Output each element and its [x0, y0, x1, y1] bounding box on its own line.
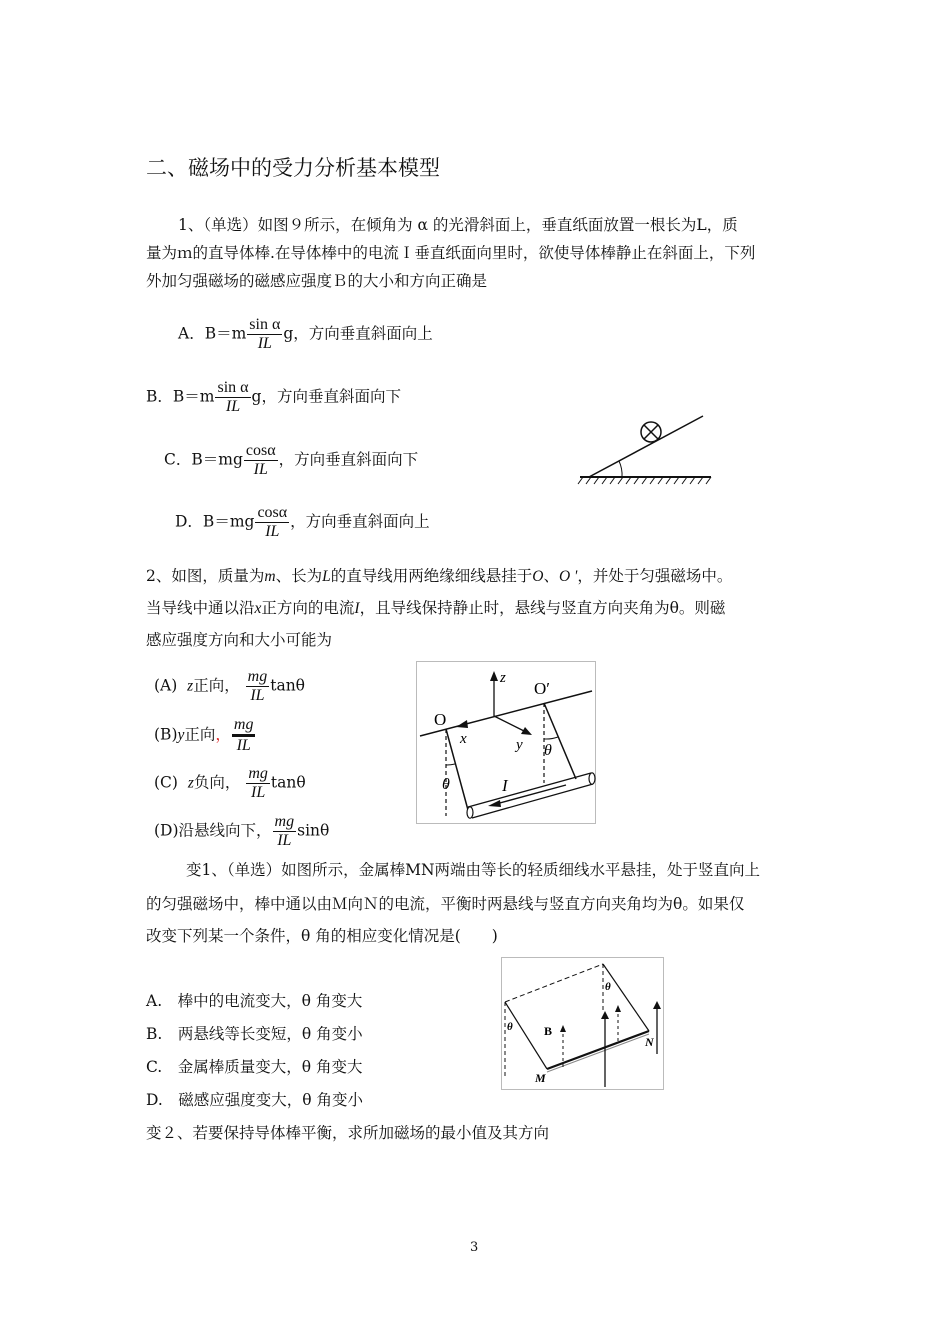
frac-den: IL — [215, 397, 250, 416]
v1-option-d: D. 磁感应强度变大，θ 角变小 — [146, 1091, 364, 1109]
current-label: I — [502, 776, 508, 795]
q2-option-d: (D)沿悬线向下， $\frac{mg}{IL}$ sinθ — [154, 813, 330, 849]
q2-text-line3: 感应强度方向和大小可能为 — [146, 631, 333, 649]
q2-text-line2: 当导线中通以沿x正方向的电流I，且导线保持静止时，悬线与竖直方向夹角为θ。则磁 — [146, 599, 726, 617]
q1-option-b: B．B＝m $\frac{\text{sin α}}{IL}$ g，方向垂直斜面向下 — [146, 379, 401, 415]
v1-text-line3: 改变下列某一个条件，θ 角的相应变化情况是( ) — [146, 927, 498, 945]
frac-den: IL — [247, 334, 282, 353]
frac-den: IL — [273, 831, 297, 850]
frac-den: IL — [255, 522, 289, 541]
q2-option-c: (C) z负向， $\frac{mg}{IL}$ tanθ — [154, 765, 306, 801]
q2-option-a: (A) z正向， $\frac{mg}{IL}$ tanθ — [154, 668, 306, 704]
angle-arc — [619, 461, 622, 477]
q1-option-d: D．B＝mg $\frac{\cos\alpha}{IL}$ ，方向垂直斜面向上 — [175, 504, 430, 540]
page-number: 3 — [470, 1240, 479, 1255]
frac-num: mg — [233, 716, 254, 733]
section-title: 二、磁场中的受力分析基本模型 — [146, 156, 440, 180]
q2-text-line1: 2、如图，质量为m、长为L的直导线用两绝缘细线悬挂于O、O '，并处于匀强磁场中。 — [146, 567, 733, 585]
q1-text-line2: 量为ｍ的直导体棒.在导体棒中的电流Ｉ垂直纸面向里时，欲使导体棒静止在斜面上，下列 — [146, 244, 756, 262]
theta-right-label: θ — [605, 981, 611, 993]
frac-den: IL — [244, 460, 278, 479]
y-label: y — [516, 737, 523, 753]
n-label: N — [645, 1035, 654, 1049]
ground-hatch — [578, 477, 711, 484]
q1-text-line3: 外加匀强磁场的磁感应强度Ｂ的大小和方向正确是 — [146, 272, 488, 290]
frac-num: cosα — [257, 504, 288, 521]
v1-text-line1: 变1、（单选）如图所示，金属棒MN两端由等长的轻质细线水平悬挂，处于竖直向上 — [186, 861, 761, 879]
v1-option-b: B. 两悬线等长变短，θ 角变小 — [146, 1025, 363, 1043]
q2-option-b: (B)y正向， $\frac{mg}{IL}$ — [154, 716, 254, 754]
frac-num: sin α — [217, 379, 249, 396]
frac-num: cosα — [245, 442, 276, 459]
m-label: M — [535, 1071, 546, 1085]
frac-num: sin α — [249, 316, 281, 333]
b-label: B — [544, 1024, 553, 1038]
v2-text: 变２、若要保持导体棒平衡，求所加磁场的最小值及其方向 — [146, 1124, 550, 1142]
theta-right-label: θ — [544, 742, 552, 759]
o-right-label: O′ — [534, 679, 550, 698]
theta-left-label: θ — [507, 1021, 513, 1033]
frac-num: mg — [248, 765, 268, 782]
v1-option-a: A. 棒中的电流变大，θ 角变大 — [146, 992, 363, 1010]
q1-text-line1: 1、（单选）如图９所示，在倾角为 α 的光滑斜面上，垂直纸面放置一根长为L，质 — [178, 216, 738, 234]
frac-den: IL — [246, 783, 270, 802]
metal-rod-figure — [501, 957, 664, 1090]
v1-text-line2: 的匀强磁场中，棒中通以由Ｍ向Ｎ的电流，平衡时两悬线与竖直方向夹角均为θ。如果仅 — [146, 895, 745, 913]
o-left-label: O — [434, 710, 447, 729]
frac-num: mg — [247, 668, 268, 685]
x-label: x — [460, 731, 467, 747]
q1-option-c: C．B＝mg $\frac{\cos\alpha}{IL}$ ，方向垂直斜面向下 — [164, 442, 419, 478]
frac-den: IL — [232, 734, 256, 755]
q1-option-a: A．B＝m $\frac{\text{sin α}}{IL}$ g，方向垂直斜面向上 — [178, 316, 433, 352]
frac-den: IL — [246, 686, 270, 705]
current-into-page-icon — [641, 422, 661, 442]
incline-figure — [575, 410, 715, 490]
theta-left-label: θ — [442, 776, 450, 793]
z-label: z — [500, 670, 506, 686]
v1-option-c: C. 金属棒质量变大，θ 角变大 — [146, 1058, 363, 1076]
frac-num: mg — [274, 813, 295, 830]
suspended-wire-figure — [416, 661, 596, 824]
